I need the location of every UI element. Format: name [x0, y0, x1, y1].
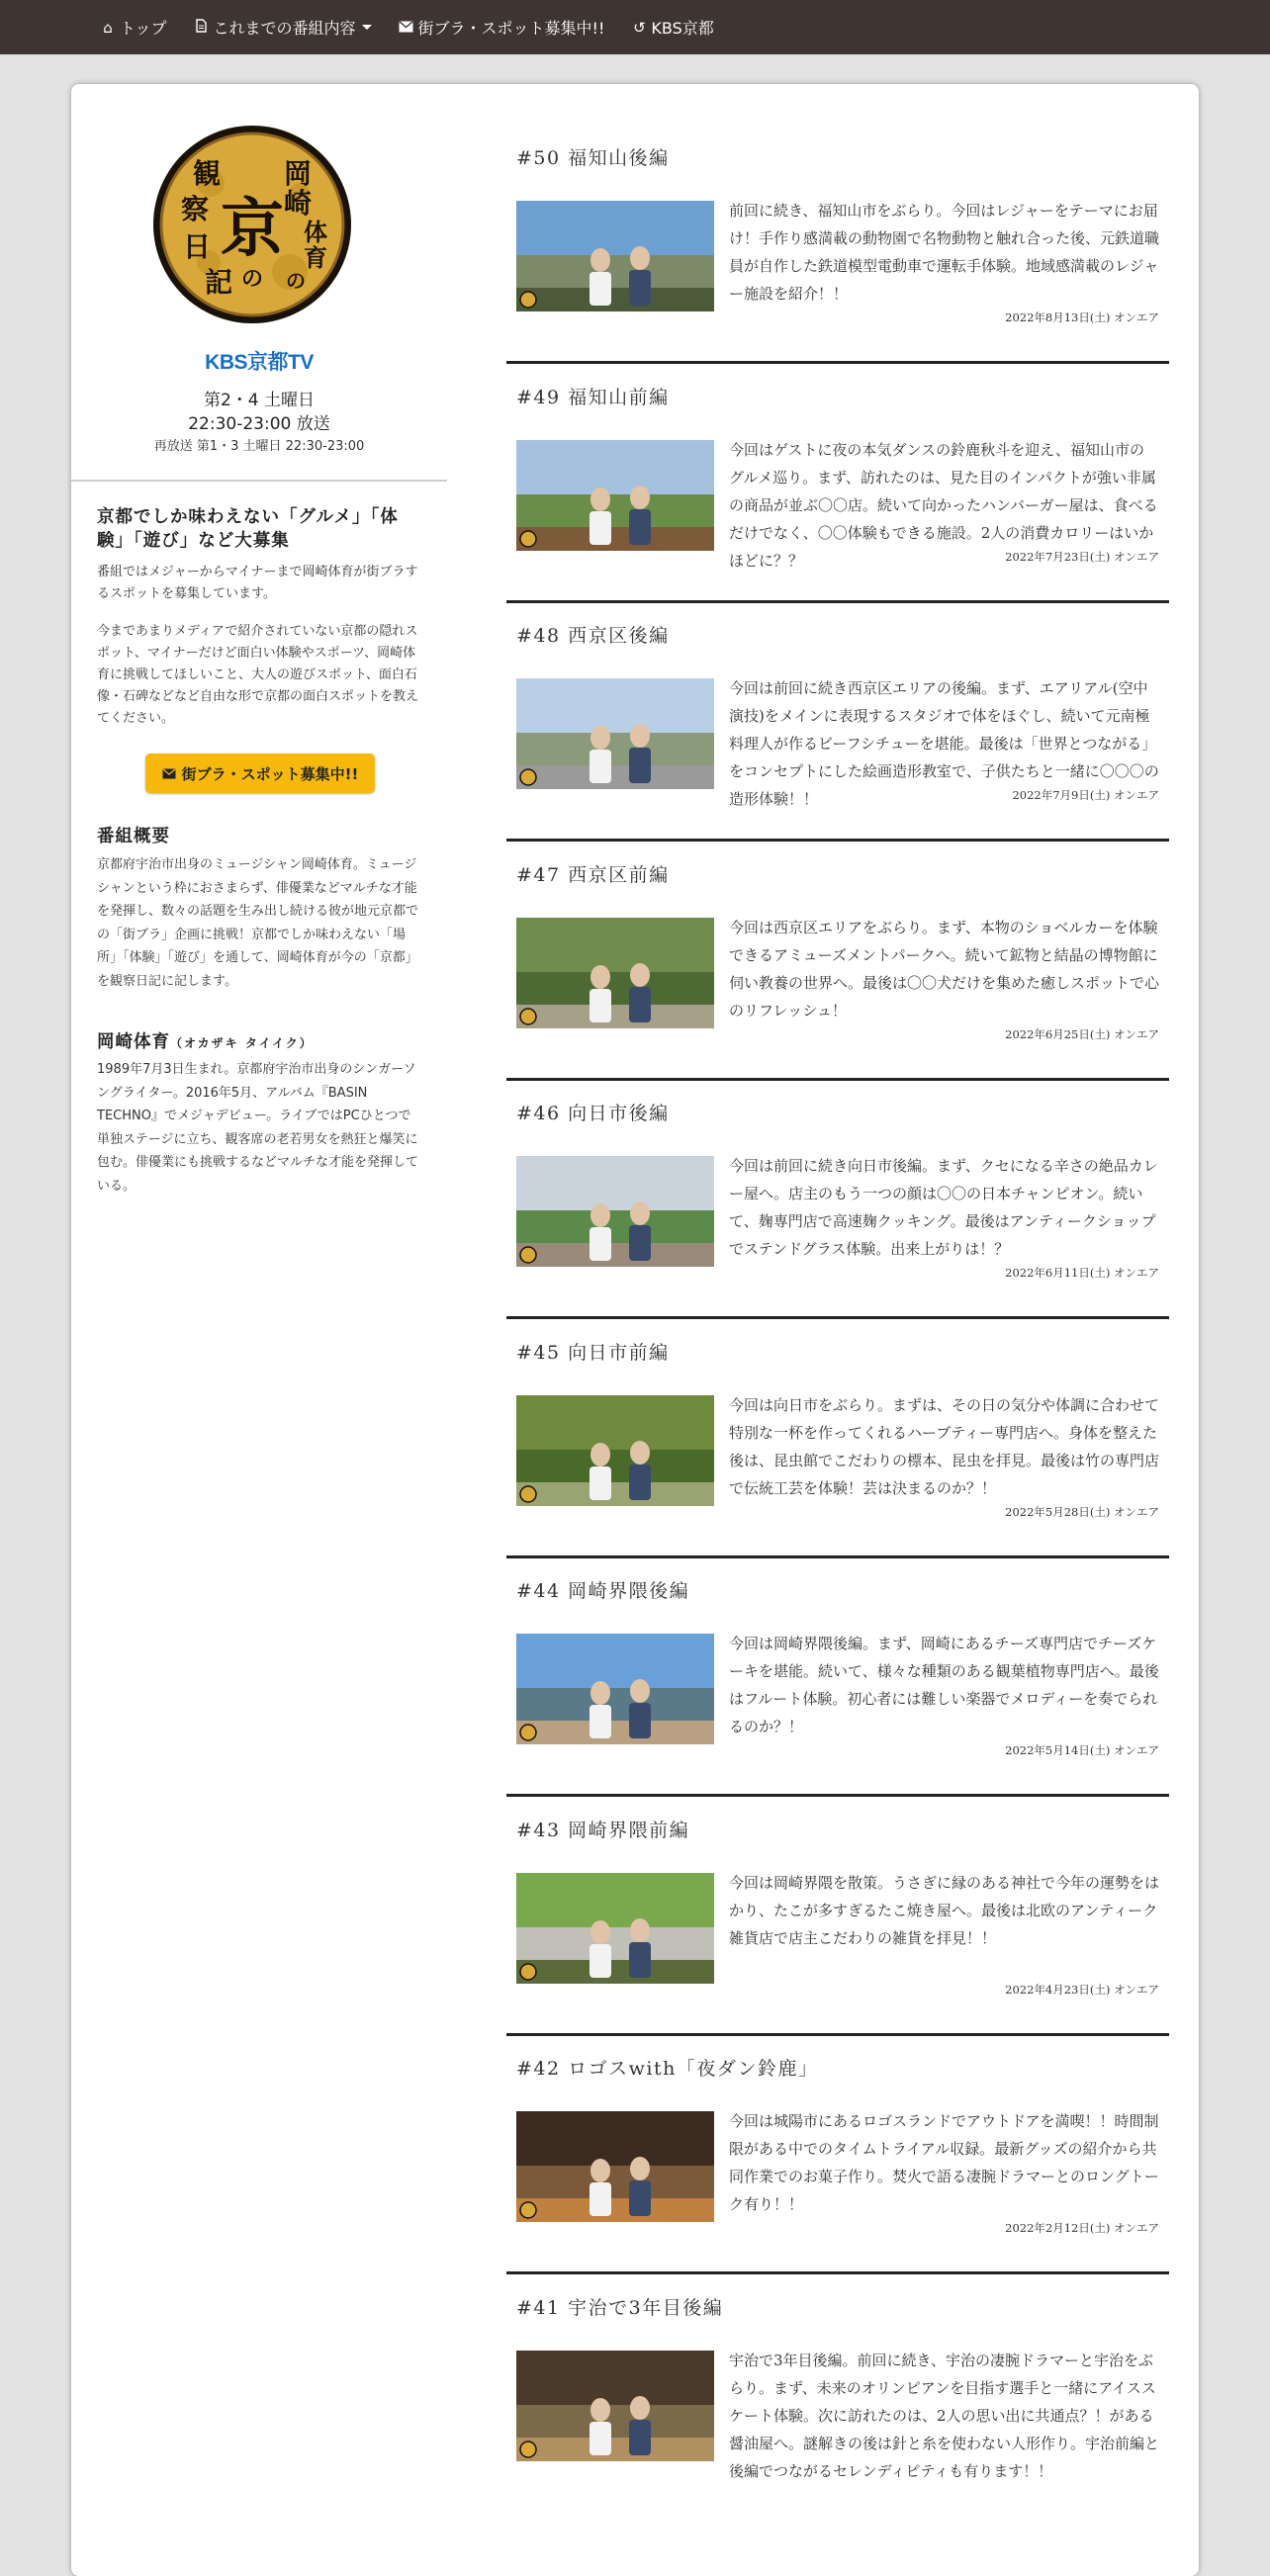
kbs-tv-logo: KBS京都TV	[205, 351, 314, 374]
logo-char: 記	[204, 266, 233, 299]
episode-title[interactable]: #48 西京区後編	[516, 625, 670, 647]
episode-thumbnail[interactable]	[516, 201, 714, 311]
episode-description: 今回は西京区エリアをぶらり。まず、本物のショベルカーを体験できるアミューズメントパークへ。続いて鉱物と結晶の博物館に伺い教養の世界へ。最後は〇〇犬だけを集めた癒しスポットで心のリフレッシュ！	[729, 918, 1160, 1020]
episode-divider	[506, 2271, 1169, 2274]
episode-thumbnail[interactable]	[516, 1873, 714, 1984]
nav-item-label: KBS京都	[651, 19, 714, 38]
profile-body: 1989年7月3日生まれ。京都府宇治市出身のシンガーソングライター。2016年5月、アルバム『BASIN TECHNO』でメジャデビュー。ライブではPCひとつで単独ステージに立ち、観客席の老若男女を熱狂と爆笑に包む。俳優業にも挑戦するなどマルチな才能を発揮している。	[97, 1062, 419, 1194]
episode-title[interactable]: #41 宇治で3年目後編	[516, 2296, 724, 2319]
logo-char: 体	[304, 218, 327, 246]
episode-item	[506, 2054, 1169, 2291]
logo-char: の	[286, 269, 306, 293]
episode-description: 今回は岡崎界隈を散策。うさぎに縁のある神社で今年の運勢をはかり、たこが多すぎるたこ焼き屋へ。最後は北欧のアンティーク雑貨店で店主こだわりの雑貨を拝見！！	[729, 1873, 1160, 1947]
episode-item	[506, 2293, 1169, 2531]
recruit-body: 今まであまりメディアで紹介されていない京都の隠れスポット、マイナーだけど面白い体験やスポーツ、岡崎体育に挑戦してほしいこと、大人の遊びスポット、面白石像・石碑などなど自由な形で京都の面白スポットを教えてください。	[97, 624, 419, 726]
episode-divider	[506, 1794, 1169, 1797]
episode-title[interactable]: #49 福知山前編	[516, 386, 670, 408]
episode-item	[506, 1576, 1169, 1814]
episode-title[interactable]: #45 向日市前編	[516, 1341, 670, 1364]
chevron-down-icon	[362, 25, 372, 30]
main-panel	[71, 84, 1199, 2576]
program-logo	[151, 124, 353, 325]
logo-char: 観	[192, 157, 222, 190]
episode-airdate: 2022年7月9日(土) オンエア	[1012, 788, 1159, 802]
episode-thumbnail[interactable]	[516, 918, 714, 1028]
airtime-days: 第2・4 土曜日	[203, 391, 316, 410]
recruit-button-label: 街ブラ・スポット募集中!!	[181, 764, 359, 783]
episode-item	[506, 1816, 1169, 2053]
episode-thumbnail[interactable]	[516, 1156, 714, 1267]
episode-title[interactable]: #47 西京区前編	[516, 863, 670, 886]
episode-title[interactable]: #50 福知山後編	[516, 147, 670, 169]
episode-description: 今回はゲストに夜の本気ダンスの鈴鹿秋斗を迎え、福知山市のグルメ巡り。まず、訪れたのは、見た目のインパクトが強い非属の商品が並ぶ〇〇店。続いて向かったハンバーガー屋は、食べるだけでなく、〇〇体験もできる施設。2人の消費カロリーはいかほどに？？	[729, 440, 1158, 570]
rerun-time: 再放送 第1・3 土曜日 22:30-23:00	[153, 439, 365, 454]
episode-thumbnail[interactable]	[516, 678, 714, 789]
nav-item-label: トップ	[120, 19, 167, 38]
episode-item	[506, 1338, 1169, 1575]
nav-item-kbs[interactable]	[630, 16, 713, 39]
logo-char: 岡	[283, 157, 313, 190]
episode-divider	[506, 1316, 1169, 1319]
sidebar-divider	[71, 480, 447, 482]
episode-title[interactable]: #42 ロゴスwith「夜ダン鈴鹿」	[516, 2058, 819, 2080]
envelope-icon	[398, 19, 415, 37]
episode-description: 今回は城陽市にあるロゴスランドでアウトドアを満喫！！時間制限がある中でのタイムトライアル収録。最新グッズの紹介から共同作業でのお菓子作り。焚火で語る凄腕ドラマーとのロングトーク有り！！	[729, 2112, 1159, 2213]
episode-divider	[506, 361, 1169, 364]
nav-item-top[interactable]	[99, 16, 167, 39]
logo-char: 察	[180, 193, 210, 225]
episode-airdate: 2022年5月28日(土) オンエア	[1005, 1504, 1159, 1519]
recruit-lead: 番組ではメジャーからマイナーまで岡崎体育が街ブラするスポットを募集しています。	[97, 565, 418, 601]
episode-airdate: 2022年2月12日(土) オンエア	[1005, 2221, 1159, 2235]
episode-description: 今回は前回に続き向日市後編。まず、クセになる辛さの絶品カレー屋へ。店主のもう一つの顔は〇〇の日本チャンピオン。続いて、麹専門店で高速麹クッキング。最後はアンティークショップでステンドグラス体験。出来上がりは！？	[729, 1157, 1158, 1258]
top-navbar	[0, 0, 1270, 54]
logo-char: 日	[182, 230, 212, 263]
episode-divider	[506, 1078, 1169, 1081]
home-icon: ⌂	[103, 18, 113, 37]
episode-description: 今回は向日市をぶらり。まずは、その日の気分や体調に合わせて特別な一杯を作ってくれるハーブティー専門店へ。身体を整えた後は、昆虫館でこだわりの標本、昆虫を拝見。最後は竹の専門店で伝統工芸を体験！芸は決まるのか？！	[729, 1395, 1160, 1497]
overview-heading: 番組概要	[97, 827, 170, 846]
episode-description: 今回は岡崎界隈後編。まず、岡崎にあるチーズ専門店でチーズケーキを堪能。続いて、様々な種類のある観葉植物専門店へ。最後はフルート体験。初心者には難しい楽器でメロディーを奏でられるのか？！	[729, 1635, 1159, 1735]
nav-item-recruit[interactable]	[398, 16, 605, 39]
profile-name: 岡崎体育	[97, 1032, 170, 1052]
episode-thumbnail[interactable]	[516, 2111, 714, 2222]
logo-char: 京	[221, 192, 284, 266]
episode-divider	[506, 600, 1169, 603]
episode-title[interactable]: #44 岡崎界隈後編	[516, 1580, 690, 1602]
nav-item-episodes[interactable]	[193, 16, 372, 39]
episode-airdate: 2022年8月13日(土) オンエア	[1005, 311, 1159, 324]
episode-airdate: 2022年6月25日(土) オンエア	[1005, 1026, 1159, 1041]
episode-thumbnail[interactable]	[516, 440, 714, 551]
envelope-icon	[162, 768, 176, 779]
recruit-button[interactable]	[145, 754, 375, 793]
airtime-hours: 22:30-23:00 放送	[188, 414, 330, 434]
episode-airdate: 2022年6月11日(土) オンエア	[1005, 1266, 1159, 1280]
profile-heading	[97, 1028, 314, 1053]
episode-divider	[506, 1555, 1169, 1558]
nav-item-label: これまでの番組内容	[213, 19, 356, 38]
profile-reading: （オカザキ タイイク）	[170, 1036, 314, 1050]
episode-description: 前回に続き、福知山市をぶらり。今回はレジャーをテーマにお届け！手作り感満載の動物園で名物動物と触れ合った後、元鉄道職員が自作した鉄道模型電動車で運転手体験。地域感満載のレジャー施設を紹介！！	[729, 202, 1160, 303]
episode-description: 宇治で3年目後編。前回に続き、宇治の凄腕ドラマーと宇治をぶらり。まず、未来のオリンピアンを目指す選手と一緒にアイススケート体験。次に訪れたのは、2人の思い出に共通点？！がある醤油屋へ。謎解きの後は針と糸を使わない人形作り。宇治前編と後編でつながるセレンディピティも有ります！！	[729, 2351, 1160, 2480]
episode-title[interactable]: #46 向日市後編	[516, 1103, 670, 1124]
episode-divider	[506, 2033, 1169, 2036]
episode-title[interactable]: #43 岡崎界隈前編	[516, 1819, 690, 1841]
episode-thumbnail[interactable]	[516, 1395, 714, 1506]
episode-airdate: 2022年4月23日(土) オンエア	[1005, 1982, 1159, 1997]
logo-char: の	[240, 266, 264, 292]
overview-body: 京都府宇治市出身のミュージシャン岡崎体育。ミュージシャンという枠におさまらず、俳優業などマルチな才能を発揮し、数々の話題を生み出し続ける彼が地元京都での「街ブラ」企画に挑戦！京都でしか味わえない「場所」「体験」「遊び」を通して、岡崎体育が今の「京都」を観察日記に記します。	[97, 857, 419, 989]
logo-char: 育	[304, 243, 327, 272]
reload-icon: ↺	[633, 18, 646, 37]
episode-item	[506, 383, 1169, 620]
recruit-heading: 京都でしか味わえない「グルメ」「体験」「遊び」など大募集	[97, 507, 399, 551]
episode-item	[506, 143, 1169, 381]
logo-char: 崎	[283, 187, 313, 220]
episode-item	[506, 621, 1169, 858]
episode-divider	[506, 839, 1169, 842]
nav-item-label: 街ブラ・スポット募集中!!	[417, 19, 605, 38]
episode-description: 今回は前回に続き西京区エリアの後編。まず、エアリアル(空中演技)をメインに表現するスタジオで体をほぐし、続いて元南極料理人が作るビーフシチューを堪能。最後は「世界とつながる」をコンセプトにした絵画造形教室で、子供たちと一緒に〇〇〇の造形体験！！	[729, 679, 1159, 808]
episode-thumbnail[interactable]	[516, 1634, 714, 1744]
episode-thumbnail[interactable]	[516, 2351, 714, 2461]
episode-airdate: 2022年7月23日(土) オンエア	[1005, 549, 1159, 564]
episode-item	[506, 860, 1169, 1098]
episode-item	[506, 1099, 1169, 1336]
episode-airdate: 2022年5月14日(土) オンエア	[1005, 1743, 1159, 1757]
document-icon	[193, 19, 211, 37]
